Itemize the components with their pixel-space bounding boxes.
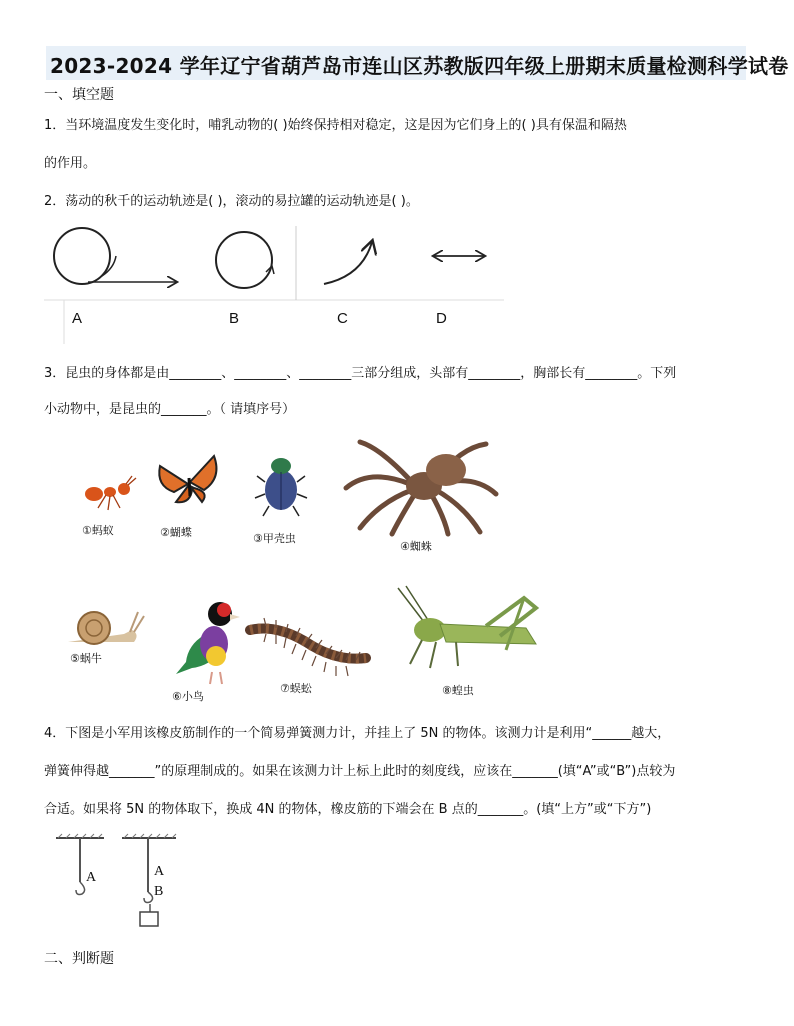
animal-caption-snail: ⑤蜗牛 <box>70 652 102 665</box>
question-1-line-1: 1．当环境温度发生变化时，哺乳动物的( )始终保持相对稳定，这是因为它们身上的( )具有保温和隔热 <box>44 118 627 133</box>
animal-caption-butterfly: ②蝴蝶 <box>160 526 192 539</box>
motion-trajectory-figure <box>44 220 504 345</box>
centipede-image <box>246 618 374 678</box>
spring-scale-figure <box>52 834 182 930</box>
grasshopper-image <box>396 586 546 672</box>
question-4-line-1: 4．下图是小军用该橡皮筋制作的一个简易弹簧测力计，并挂上了 5N 的物体。该测力计是利用“______越大， <box>44 726 671 741</box>
section-true-false-heading: 二、判断题 <box>44 951 114 967</box>
point-a-label-right: A <box>154 864 165 879</box>
beetle-image <box>255 448 307 518</box>
question-3-line-1: 3．昆虫的身体都是由________、________、________三部分组成，头部有________，胸部长有________。下列 <box>44 366 677 381</box>
trajectory-b-circle <box>216 226 296 300</box>
option-label-c: C <box>337 310 348 327</box>
ant-image <box>80 470 144 514</box>
bird-image <box>170 594 240 686</box>
exam-title-banner <box>46 46 789 80</box>
question-1-line-2: 的作用。 <box>44 156 97 171</box>
animal-caption-grasshopper: ⑧蝗虫 <box>442 684 474 697</box>
question-2-line-1: 2．荡动的秋千的运动轨迹是( )，滚动的易拉罐的运动轨迹是( )。 <box>44 194 419 209</box>
trajectory-a-circle-line <box>54 228 176 284</box>
animal-caption-bird: ⑥小鸟 <box>172 690 204 703</box>
question-3-line-2: 小动物中，是昆虫的_______。（ 请填序号） <box>44 402 296 417</box>
question-4-line-3: 合适。如果将 5N 的物体取下，换成 4N 的物体，橡皮筋的下端会在 B 点的_______。(填“上方”或“下方”) <box>44 802 652 817</box>
animal-caption-centipede: ⑦蜈蚣 <box>280 682 312 695</box>
trajectory-c-arc <box>324 242 372 284</box>
exam-title: 2023-2024 学年辽宁省葫芦岛市连山区苏教版四年级上册期末质量检测科学试卷 <box>50 54 789 78</box>
snail-image <box>64 604 144 646</box>
animal-caption-spider: ④蜘蛛 <box>400 540 432 553</box>
option-label-a: A <box>72 310 83 327</box>
animal-caption-beetle: ③甲壳虫 <box>253 532 296 545</box>
trajectory-diagrams <box>44 220 504 345</box>
butterfly-image <box>154 452 224 512</box>
spider-image <box>340 428 500 536</box>
option-label-b: B <box>229 310 240 327</box>
point-a-label-left: A <box>86 870 97 885</box>
animal-caption-ant: ①蚂蚁 <box>82 524 114 537</box>
point-b-label: B <box>154 884 164 899</box>
question-4-line-2: 弹簧伸得越_______”的原理制成的。如果在该测力计上标上此时的刻度线，应该在_______(填“A”或“B”)点较为 <box>44 764 676 779</box>
section-fill-blank-heading: 一、填空题 <box>44 87 114 103</box>
option-label-d: D <box>436 310 447 327</box>
rubber-band-scales-diagram <box>52 834 182 930</box>
